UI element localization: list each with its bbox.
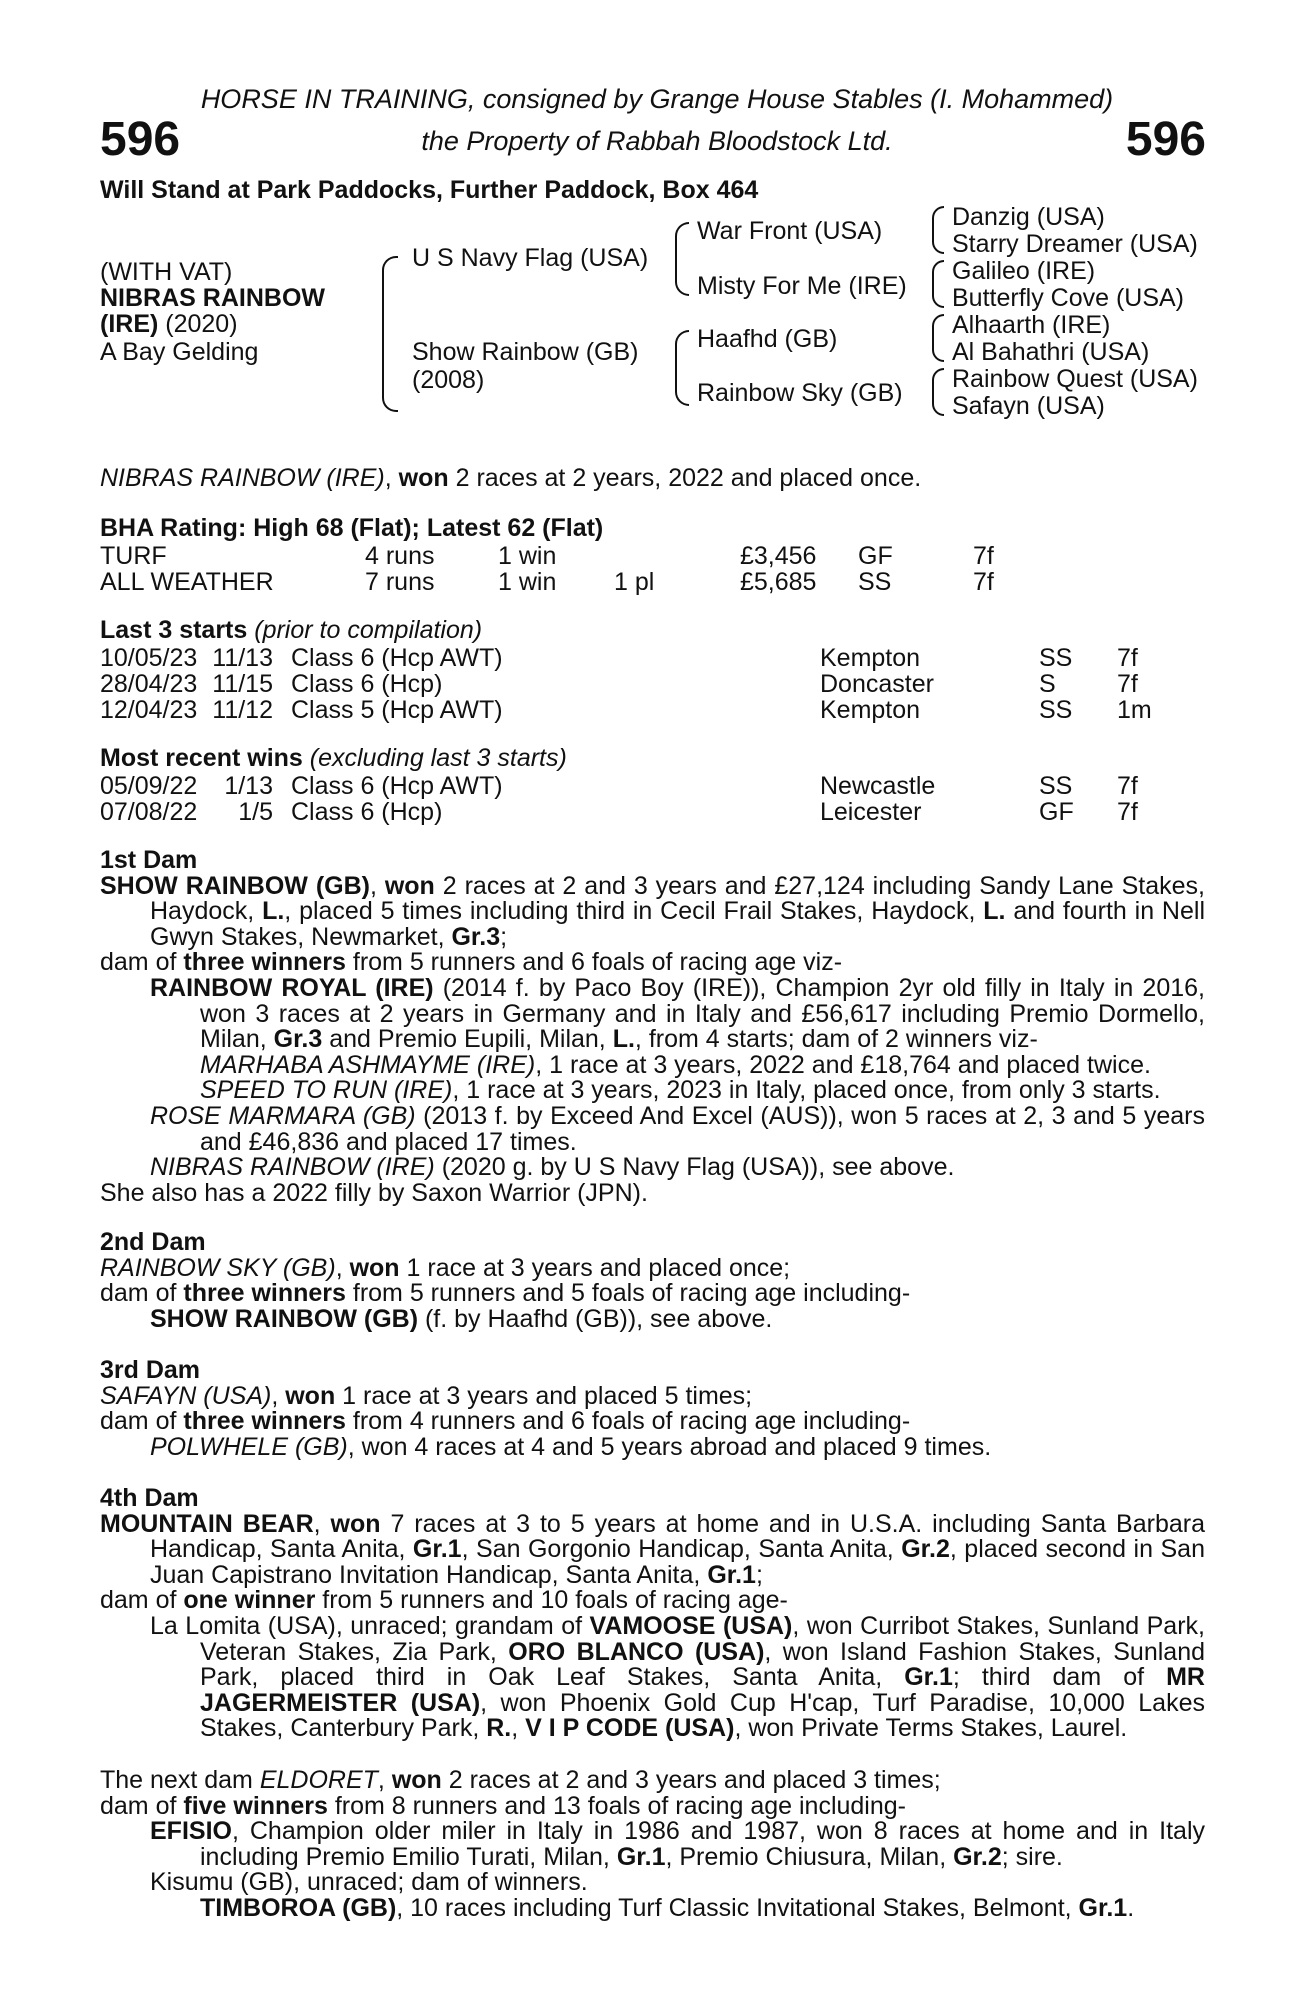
bha-rating-heading: BHA Rating: High 68 (Flat); Latest 62 (Flat) <box>100 514 604 542</box>
property-line: the Property of Rabbah Bloodstock Ltd. <box>421 126 893 156</box>
pedigree-brace-g3-4 <box>932 368 944 416</box>
third-dam-record: SAFAYN (USA), won 1 race at 3 years and placed 5 times; <box>100 1381 753 1410</box>
lot-number-right: 596 <box>1125 113 1206 166</box>
recent-wins-heading: Most recent wins (excluding last 3 starts) <box>100 744 567 772</box>
start-race: Class 6 (Hcp) <box>291 670 443 698</box>
win-race: Class 6 (Hcp AWT) <box>291 772 503 800</box>
second-dam-heading: 2nd Dam <box>100 1228 206 1256</box>
rating-wins: 1 win <box>498 542 557 570</box>
produce-nibras-rainbow: NIBRAS RAINBOW (IRE) (2020 g. by U S Navy Flag (USA)), see above. <box>150 1153 955 1182</box>
start-distance: 1m <box>1117 696 1152 724</box>
win-race: Class 6 (Hcp) <box>291 798 443 826</box>
gen3-2: Starry Dreamer (USA) <box>952 230 1198 258</box>
first-dam-heading: 1st Dam <box>100 846 198 874</box>
race-summary: NIBRAS RAINBOW (IRE), won 2 races at 2 years, 2022 and placed once. <box>100 464 922 492</box>
pedigree-brace-sire <box>675 222 689 296</box>
rating-going: GF <box>858 542 893 570</box>
produce-la-lomita: La Lomita (USA), unraced; grandam of VAMOOSE (USA), won Curribot Stakes, Sunland Park, Veteran Stakes, Zia Park, ORO BLANCO (USA), won Island Fashion Stakes, Sunland Park, placed third in Oak Leaf Stakes, Santa Anita, Gr.1; third dam of MR JAGERMEISTER (USA), won Phoenix Gold Cup H'cap, Turf Paradise, 10,000 Lakes Stakes, Canterbury Park, R., V I P CODE (USA), won Private Terms Stakes, Laurel. <box>150 1611 1205 1743</box>
horse-description: A Bay Gelding <box>100 338 259 366</box>
sire-dam: Misty For Me (IRE) <box>697 272 907 300</box>
lot-number-left: 596 <box>100 113 181 166</box>
gen3-6: Al Bahathri (USA) <box>952 338 1150 366</box>
rating-distance: 7f <box>973 542 994 570</box>
rating-surface: TURF <box>100 542 167 570</box>
fourth-dam-section <box>100 1486 1205 1742</box>
location-line: Will Stand at Park Paddocks, Further Paddock, Box 464 <box>100 176 759 204</box>
first-dam-record: SHOW RAINBOW (GB), won 2 races at 2 and 3 years and £27,124 including Sandy Lane Stakes, Haydock, L., placed 5 times including third in Cecil Frail Stakes, Haydock, L. and fourth in Nell Gwyn Stakes, Newmarket, Gr.3; <box>100 871 1205 951</box>
rating-distance: 7f <box>973 568 994 596</box>
first-dam-produce-summary: dam of three winners from 5 runners and 6 foals of racing age viz- <box>100 948 843 977</box>
produce-timboroa: TIMBOROA (GB), 10 races including Turf Classic Invitational Stakes, Belmont, Gr.1. <box>200 1893 1135 1922</box>
horse-origin-year: (IRE) (2020) <box>100 310 238 338</box>
rating-prize: £5,685 <box>740 568 817 596</box>
gen3-7: Rainbow Quest (USA) <box>952 365 1198 393</box>
start-distance: 7f <box>1117 644 1138 672</box>
start-position: 11/13 <box>212 644 273 672</box>
dam-dam: Rainbow Sky (GB) <box>697 379 903 407</box>
produce-kisumu: Kisumu (GB), unraced; dam of winners. <box>150 1868 588 1897</box>
pedigree-brace-g3-3 <box>932 314 944 362</box>
start-distance: 7f <box>1117 670 1138 698</box>
third-dam-produce-summary: dam of three winners from 4 runners and 6 foals of racing age including- <box>100 1407 911 1436</box>
rating-going: SS <box>858 568 892 596</box>
start-going: SS <box>1039 644 1073 672</box>
produce-rose-marmara: ROSE MARMARA (GB) (2013 f. by Exceed And Excel (AUS)), won 5 races at 2, 3 and 5 years and £46,836 and placed 17 times. <box>150 1101 1205 1156</box>
sire: U S Navy Flag (USA) <box>412 244 649 272</box>
sire-sire: War Front (USA) <box>697 217 883 245</box>
start-course: Doncaster <box>820 670 934 698</box>
win-position: 1/5 <box>238 798 273 826</box>
horse-name: NIBRAS RAINBOW <box>100 284 325 312</box>
consignor-line: HORSE IN TRAINING, consigned by Grange House Stables (I. Mohammed) <box>200 84 1114 114</box>
pedigree-brace-dam <box>675 330 689 406</box>
fourth-dam-heading: 4th Dam <box>100 1484 199 1512</box>
next-dam-section <box>100 1768 1205 1922</box>
vat-label: (WITH VAT) <box>100 258 233 286</box>
start-race: Class 5 (Hcp AWT) <box>291 696 503 724</box>
next-dam-produce-summary: dam of five winners from 8 runners and 13 foals of racing age including- <box>100 1791 906 1820</box>
win-going: GF <box>1039 798 1074 826</box>
win-date: 07/08/22 <box>100 798 198 826</box>
third-dam-heading: 3rd Dam <box>100 1356 201 1384</box>
win-date: 05/09/22 <box>100 772 198 800</box>
start-race: Class 6 (Hcp AWT) <box>291 644 503 672</box>
start-going: S <box>1039 670 1056 698</box>
start-position: 11/15 <box>212 670 273 698</box>
fourth-dam-record: MOUNTAIN BEAR, won 7 races at 3 to 5 years at home and in U.S.A. including Santa Barbara Handicap, Santa Anita, Gr.1, San Gorgonio Handicap, Santa Anita, Gr.2, placed second in San Juan Capistrano Invitation Handicap, Santa Anita, Gr.1; <box>100 1509 1205 1589</box>
produce-show-rainbow: SHOW RAINBOW (GB) (f. by Haafhd (GB)), see above. <box>150 1304 773 1333</box>
rating-placed: 1 pl <box>614 568 655 596</box>
pedigree-brace-g3-1 <box>932 206 944 254</box>
second-dam-record: RAINBOW SKY (GB), won 1 race at 3 years and placed once; <box>100 1253 791 1282</box>
second-dam-produce-summary: dam of three winners from 5 runners and 5 foals of racing age including- <box>100 1279 911 1308</box>
start-date: 10/05/23 <box>100 644 198 672</box>
win-course: Newcastle <box>820 772 936 800</box>
second-dam-section <box>100 1230 1205 1332</box>
win-course: Leicester <box>820 798 922 826</box>
next-dam-record: The next dam ELDORET, won 2 races at 2 and 3 years and placed 3 times; <box>100 1766 941 1794</box>
dam: Show Rainbow (GB) <box>412 338 639 366</box>
rating-wins: 1 win <box>498 568 557 596</box>
gen3-1: Danzig (USA) <box>952 203 1105 231</box>
gen3-5: Alhaarth (IRE) <box>952 311 1111 339</box>
start-date: 12/04/23 <box>100 696 198 724</box>
rating-surface: ALL WEATHER <box>100 568 274 596</box>
produce-marhaba-ashmayme: MARHABA ASHMAYME (IRE), 1 race at 3 years, 2022 and £18,764 and placed twice. <box>200 1050 1151 1079</box>
produce-efisio: EFISIO, Champion older miler in Italy in 1986 and 1987, won 8 races at home and in Italy including Premio Emilio Turati, Milan, Gr.1, Premio Chiusura, Milan, Gr.2; sire. <box>150 1817 1205 1871</box>
produce-rainbow-royal: RAINBOW ROYAL (IRE) (2014 f. by Paco Boy (IRE)), Champion 2yr old filly in Italy in 2016, won 3 races at 2 years in Germany and in Italy and £56,617 including Premio Dormello, Milan, Gr.3 and Premio Eupili, Milan, L., from 4 starts; dam of 2 winners viz- <box>150 973 1205 1054</box>
first-dam-section <box>100 848 1205 1206</box>
gen3-8: Safayn (USA) <box>952 392 1105 420</box>
dam-sire: Haafhd (GB) <box>697 325 838 353</box>
win-distance: 7f <box>1117 772 1138 800</box>
start-position: 11/12 <box>212 696 273 724</box>
last-starts-heading: Last 3 starts (prior to compilation) <box>100 616 483 644</box>
rating-runs: 4 runs <box>365 542 435 570</box>
start-course: Kempton <box>820 644 921 672</box>
start-date: 28/04/23 <box>100 670 198 698</box>
dam-year: (2008) <box>412 366 485 394</box>
gen3-4: Butterfly Cove (USA) <box>952 284 1185 312</box>
win-going: SS <box>1039 772 1073 800</box>
win-position: 1/13 <box>224 772 273 800</box>
produce-speed-to-run: SPEED TO RUN (IRE), 1 race at 3 years, 2023 in Italy, placed once, from only 3 starts. <box>200 1076 1161 1105</box>
rating-prize: £3,456 <box>740 542 817 570</box>
first-dam-note: She also has a 2022 filly by Saxon Warrior (JPN). <box>100 1178 648 1207</box>
gen3-3: Galileo (IRE) <box>952 257 1096 285</box>
produce-polwhele: POLWHELE (GB), won 4 races at 4 and 5 years abroad and placed 9 times. <box>150 1432 992 1461</box>
win-distance: 7f <box>1117 798 1138 826</box>
rating-runs: 7 runs <box>365 568 435 596</box>
third-dam-section <box>100 1358 1205 1460</box>
start-course: Kempton <box>820 696 921 724</box>
pedigree-brace-main <box>382 256 398 412</box>
start-going: SS <box>1039 696 1073 724</box>
fourth-dam-produce-summary: dam of one winner from 5 runners and 10 foals of racing age- <box>100 1586 788 1615</box>
pedigree-brace-g3-2 <box>932 260 944 308</box>
